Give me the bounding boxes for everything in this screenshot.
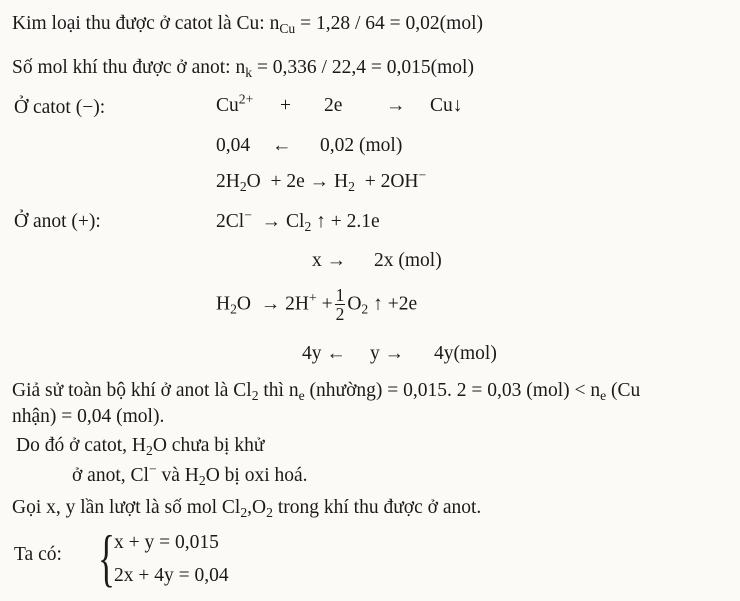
p3-b: O chưa bị khử [152,435,265,456]
p1-a: Giả sử toàn bộ khí ở anot là Cl [12,380,252,401]
anot-r4-unit: (mol) [453,343,497,364]
line-cu-moles [12,13,483,37]
anot-r1-arrow: → [261,211,282,232]
catot-label: Ở catot (−): [14,97,106,118]
p1-b: thì n [258,380,299,401]
anot-r3-hsub: 2 [230,301,237,317]
system-label: Ta có: [14,544,62,565]
p4-a: ở anot, Cl [72,465,149,486]
fraction-denominator: 2 [335,304,345,325]
paragraph-catot-conclusion [16,435,265,459]
p3-asub: 2 [146,443,153,459]
catot-r1-arrow: → [386,95,406,116]
catot-r1-prod: Cu↓ [430,95,463,116]
catot-reaction-2 [216,136,516,160]
catot-r1-cusup: 2+ [238,91,254,107]
fraction-numerator: 1 [335,285,345,305]
catot-r3-plus2: + 2OH [364,171,419,192]
line1-nsub: Cu [279,21,296,37]
paragraph-definitions [12,497,482,521]
p5-asub: 2 [240,505,248,521]
p1-bsub: e [298,388,305,404]
catot-r1-plus: + [280,95,291,116]
catot-r2-arrow: ← [272,135,292,156]
p5-b: ,O [247,497,267,518]
catot-r3-plus1: + 2e [270,171,305,192]
p3-a: Do đó ở catot, H [16,435,146,456]
anot-r3-o: O [236,293,252,315]
p1-asub: 2 [251,388,259,404]
anot-r3-rest: ↑ +2e [373,293,418,315]
line2-n: n [235,57,246,78]
anot-r3-h: H [216,293,231,315]
anot-r3-o2sub: 2 [361,301,369,317]
p1-d: (Cu [606,380,641,401]
paragraph-anot-conclusion [72,461,308,489]
p4-bsub: 2 [198,473,206,489]
line1-unit: (mol) [439,13,483,34]
anot-r3-arrow: → [260,293,281,315]
anot-r4-c-wrap [434,344,497,364]
line1-text: Kim loại thu được ở catot là Cu: [12,13,265,34]
p1-csub: e [600,388,607,404]
anot-r1-cl2: Cl [286,211,305,232]
catot-r2-right: 0,02 (mol) [320,135,403,156]
catot-r3-arrow: → [309,171,330,192]
catot-r3-hsub: 2 [348,179,355,195]
catot-reaction-1 [216,91,576,120]
anot-r3-hplus: 2H [285,293,309,315]
line1-n: n [269,13,280,34]
catot-r3-h: H [334,171,349,192]
catot-r1-e: 2e [324,95,343,116]
p5-bsub: 2 [266,505,273,521]
paragraph-assumption [12,380,641,404]
anot-r4-b: y → [370,343,405,364]
anot-r2-left: x → [312,250,347,271]
line2-nsub: k [245,65,253,81]
anot-r3-o2: O [347,293,362,315]
anot-r1-cl2sub: 2 [304,219,312,235]
system-equation-2: 2x + 4y = 0,04 [114,565,229,586]
anot-r3-plus: + [321,293,333,315]
anot-r4-c: 4y [434,343,454,364]
p4-b: và H [156,465,199,486]
anot-r1-rest: ↑ + 2.1e [316,211,380,232]
p5-a: Gọi x, y lần lượt là số mol Cl [12,497,241,518]
one-half-fraction [335,286,346,324]
catot-r1-cu [216,91,254,116]
line2-text: Số mol khí thu được ở anot: [12,57,231,78]
line2-eq: = 0,336 / 22,4 = 0,015 [256,57,431,78]
anot-r1-clsup: − [244,207,252,223]
anot-reaction-3 [216,286,417,324]
line1-eq: = 1,28 / 64 = 0,02 [300,13,440,34]
catot-r2-left: 0,04 [216,135,251,156]
p4-asup: − [148,461,157,477]
p4-c: O bị oxi hoá. [205,465,308,486]
anot-reaction-2 [312,251,512,275]
paragraph-received: nhận) = 0,04 (mol). [12,406,165,427]
anot-r1-cl: 2Cl [216,211,245,232]
anot-r3-hsup: + [308,289,317,305]
line-gas-moles [12,57,474,81]
catot-r3-asub: 2 [239,179,247,195]
line2-unit: (mol) [430,57,474,78]
catot-reaction-3 [216,167,427,195]
p1-c: (nhường) = 0,015. 2 = 0,03 (mol) < n [304,380,601,401]
catot-r3-b: O [246,171,261,192]
catot-r3-a: 2H [216,171,240,192]
anot-r2-right: 2x (mol) [374,250,442,271]
anot-label: Ở anot (+): [14,211,101,232]
anot-reaction-4 [302,344,522,368]
anot-reaction-1 [216,207,380,235]
system-equation-1: x + y = 0,015 [114,532,219,553]
catot-r1-cu-text: Cu [216,95,239,116]
p5-c: trong khí thu được ở anot. [272,497,482,518]
left-brace-icon: { [98,522,115,593]
catot-r3-ohsup: − [418,167,427,183]
anot-r4-a: 4y ← [302,343,346,364]
